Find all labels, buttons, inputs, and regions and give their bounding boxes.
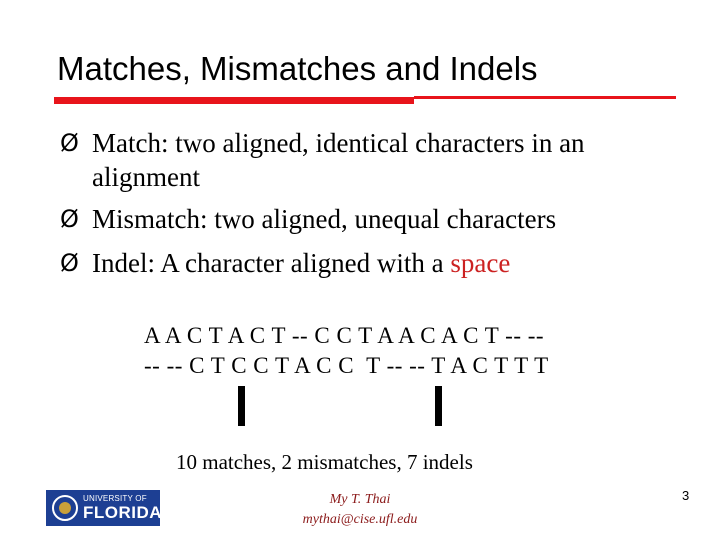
- arrow-bullet-icon: Ø: [60, 129, 79, 157]
- bullet-mismatch: [60, 197, 680, 241]
- bullet-match-text: Match: two aligned, identical characters in an: [92, 128, 585, 158]
- bullet-match: [60, 121, 680, 195]
- university-logo: [46, 490, 163, 526]
- alignment-row-1: A A C T A C T -- C C T A A C A C T -- --: [144, 323, 545, 348]
- title-underline-thin: [414, 96, 676, 99]
- logo-text-top: UNIVERSITY OF: [83, 494, 147, 503]
- author-name: My T. Thai: [329, 492, 391, 507]
- slide-title: Matches, Mismatches and Indels: [57, 50, 538, 87]
- bullet-match-continuation: alignment: [92, 162, 200, 192]
- arrow-bullet-icon: Ø: [60, 205, 79, 233]
- alignment-row-2: -- -- C T C C T A C C T -- -- T A C T T T: [144, 353, 549, 378]
- mismatch-marker: [435, 386, 442, 426]
- bullet-indel-highlight: space: [450, 248, 511, 278]
- bullet-indel-text: Indel: A character aligned with a: [92, 248, 451, 278]
- mismatch-marker: [238, 386, 245, 426]
- logo-text-bottom: FLORIDA: [83, 503, 163, 522]
- alignment-summary: 10 matches, 2 mismatches, 7 indels: [176, 450, 473, 474]
- title-underline-thick: [54, 97, 414, 104]
- university-seal-icon: [52, 495, 78, 521]
- bullet-list: [60, 121, 680, 285]
- bullet-mismatch-text: Mismatch: two aligned, unequal characters: [92, 204, 557, 234]
- bullet-indel: [60, 241, 680, 285]
- page-number: 3: [682, 488, 690, 503]
- author-email: mythai@cise.ufl.edu: [302, 512, 418, 527]
- author-block: [290, 490, 430, 530]
- arrow-bullet-icon: Ø: [60, 249, 79, 277]
